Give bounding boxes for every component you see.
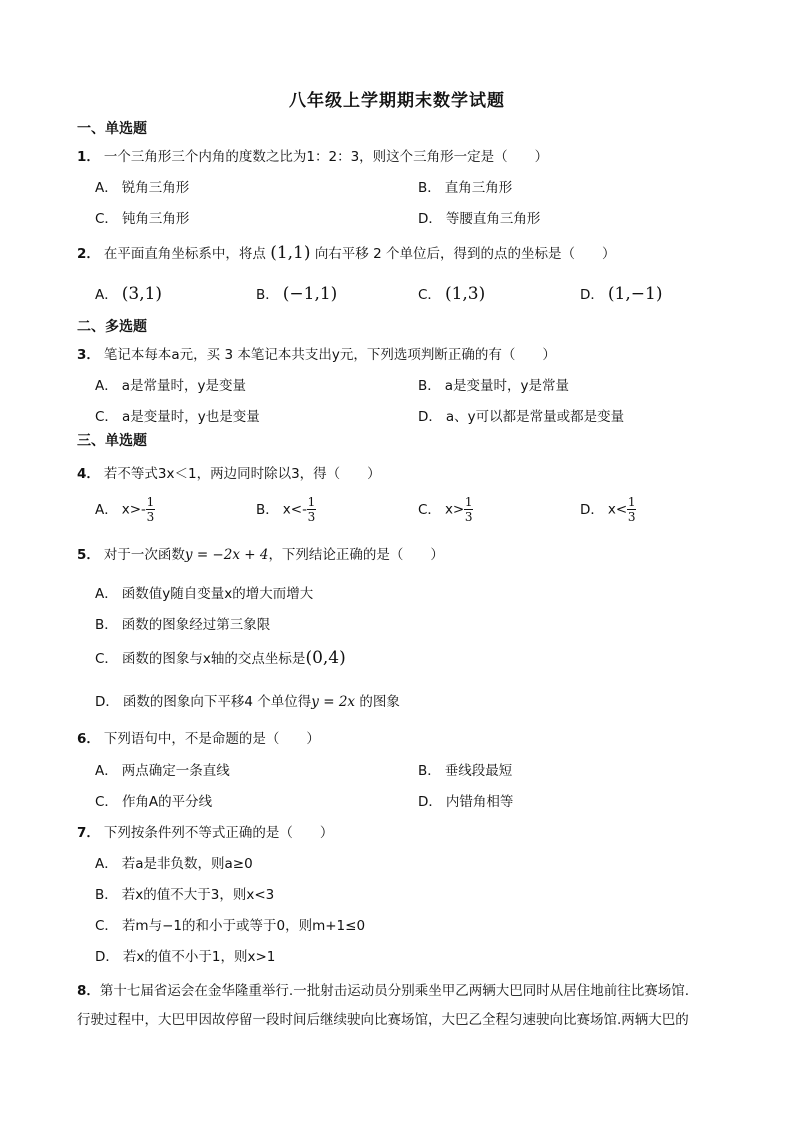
question-text: 下列语句中，不是命题的是（ ） bbox=[103, 731, 320, 747]
option-b: B． (−1,1) bbox=[256, 284, 338, 304]
question-text: 若不等式3x＜1，两边同时除以3，得（ ） bbox=[103, 466, 381, 482]
option-d: D． 函数的图象向下平移4 个单位得y = 2x 的图象 bbox=[95, 694, 400, 710]
option-c: C． (1,3) bbox=[418, 284, 486, 304]
option-a: A． (3,1) bbox=[95, 284, 163, 304]
question-3 bbox=[77, 343, 556, 363]
question-text: 笔记本每本a元，买 3 本笔记本共支出y元，下列选项判断正确的有（ ） bbox=[103, 347, 556, 363]
option-c: C． a是变量时，y也是变量 bbox=[95, 409, 260, 425]
question-8 bbox=[77, 977, 747, 1035]
option-b: B． x<- $\frac{1}{3}$ bbox=[256, 495, 316, 524]
option-d: D． a、y可以都是常量或都是变量 bbox=[418, 409, 625, 425]
question-number: 5． bbox=[77, 547, 100, 563]
question-text-tail: ，下列结论正确的是（ ） bbox=[268, 547, 444, 563]
option-d: D． x< $\frac{1}{3}$ bbox=[580, 495, 636, 524]
question-8-line-1: 8．第十七届省运会在金华隆重举行.一批射击运动员分别乘坐甲乙两辆大巴同时从居住地前往比赛场馆. bbox=[77, 983, 689, 999]
section-heading-single-choice-2: 三、单选题 bbox=[77, 433, 147, 449]
option-d: D． (1,−1) bbox=[580, 284, 663, 304]
option-d: D． 若x的值不小于1，则x>1 bbox=[95, 949, 276, 965]
option-b: B． 若x的值不大于3，则x<3 bbox=[95, 887, 275, 903]
option-d: D． 内错角相等 bbox=[418, 794, 514, 810]
option-a: A． 两点确定一条直线 bbox=[95, 763, 230, 779]
section-heading-multiple-choice: 二、多选题 bbox=[77, 319, 147, 335]
question-5 bbox=[77, 543, 444, 563]
question-number: 6． bbox=[77, 731, 100, 747]
option-b: B． 垂线段最短 bbox=[418, 763, 513, 779]
option-a: A． 函数值y随自变量x的增大而增大 bbox=[95, 586, 314, 602]
question-text: 对于一次函数 bbox=[103, 547, 185, 563]
option-b: B． a是变量时，y是常量 bbox=[418, 378, 570, 394]
option-c: C． 钝角三角形 bbox=[95, 211, 190, 227]
point-coordinate: (1,1) bbox=[270, 243, 311, 263]
question-text-tail: 向右平移 2 个单位后，得到的点的坐标是（ ） bbox=[314, 246, 616, 262]
option-d: D． 等腰直角三角形 bbox=[418, 211, 541, 227]
question-4 bbox=[77, 462, 381, 482]
question-text: 一个三角形三个内角的度数之比为1：2：3，则这个三角形一定是（ ） bbox=[103, 149, 549, 165]
question-2 bbox=[77, 242, 615, 263]
section-heading-single-choice: 一、单选题 bbox=[77, 121, 147, 137]
option-b: B． 函数的图象经过第三象限 bbox=[95, 617, 271, 633]
exam-title: 八年级上学期期末数学试题 bbox=[289, 91, 505, 111]
option-a: A． x>- $\frac{1}{3}$ bbox=[95, 495, 155, 524]
fraction: $\frac{1}{3}$ bbox=[307, 495, 316, 524]
question-number: 2． bbox=[77, 246, 100, 262]
question-text: 下列按条件列不等式正确的是（ ） bbox=[103, 825, 334, 841]
option-c: C． 作角A的平分线 bbox=[95, 794, 213, 810]
option-c: C． 若m与−1的和小于或等于0，则m+1≤0 bbox=[95, 918, 366, 934]
question-text: 在平面直角坐标系中，将点 bbox=[103, 246, 266, 262]
fraction: $\frac{1}{3}$ bbox=[146, 495, 155, 524]
question-8-line-2: 行驶过程中，大巴甲因故停留一段时间后继续驶向比赛场馆，大巴乙全程匀速驶向比赛场馆.两辆大巴的 bbox=[77, 1012, 689, 1028]
question-number: 4． bbox=[77, 466, 100, 482]
question-6 bbox=[77, 727, 320, 747]
fraction: $\frac{1}{3}$ bbox=[627, 495, 636, 524]
question-1 bbox=[77, 145, 548, 165]
option-c: C． 函数的图象与x轴的交点坐标是(0,4) bbox=[95, 648, 346, 668]
function-formula: y = −2x + 4 bbox=[184, 547, 269, 563]
option-a: A． a是常量时，y是变量 bbox=[95, 378, 247, 394]
question-7 bbox=[77, 821, 333, 841]
option-b: B． 直角三角形 bbox=[418, 180, 513, 196]
option-c: C． x> $\frac{1}{3}$ bbox=[418, 495, 473, 524]
fraction: $\frac{1}{3}$ bbox=[464, 495, 473, 524]
question-number: 7． bbox=[77, 825, 100, 841]
option-a: A． 锐角三角形 bbox=[95, 180, 190, 196]
question-number: 3． bbox=[77, 347, 100, 363]
option-a: A． 若a是非负数，则a≥0 bbox=[95, 856, 253, 872]
question-number: 1． bbox=[77, 149, 100, 165]
